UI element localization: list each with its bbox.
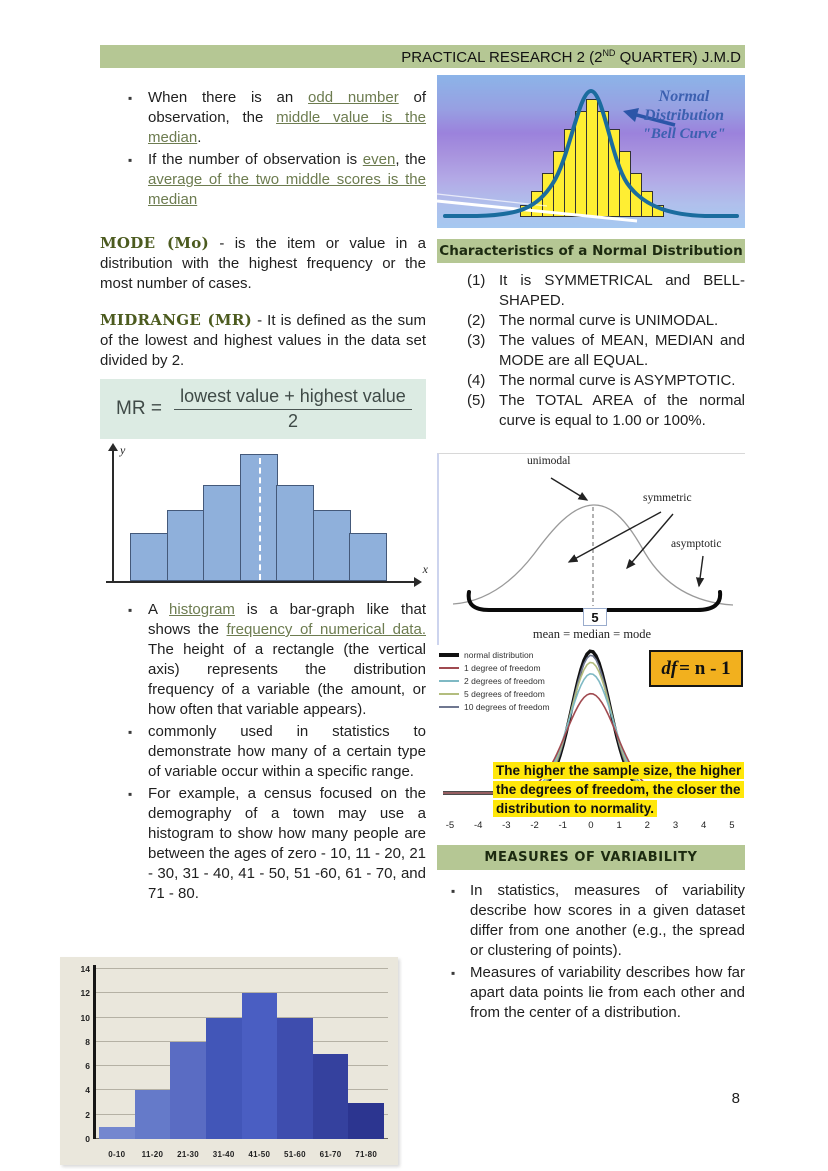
characteristics-list	[437, 271, 745, 431]
x-tick-label: 21-30	[177, 1150, 200, 1159]
legend-swatch	[439, 680, 459, 682]
midrange-definition: MIDRANGE (MR) - It is defined as the sum of the lowest and highest values in the data set divided by 2.	[100, 311, 427, 369]
y-axis-label: y	[120, 443, 126, 457]
x-tick-label: -3	[502, 820, 511, 831]
histogram-bar	[242, 993, 278, 1139]
five-box: 5	[583, 608, 607, 626]
x-tick-label: 61-70	[319, 1150, 342, 1159]
histogram-bar	[206, 1018, 242, 1139]
df-formula-box: df = n - 1	[649, 650, 743, 687]
x-tick-label: 41-50	[248, 1150, 271, 1159]
legend-swatch	[439, 667, 459, 669]
legend-label: 10 degrees of freedom	[464, 701, 550, 712]
histogram-bar	[349, 533, 387, 581]
list-item: (3) The values of MEAN, MEDIAN and MODE are all EQUAL.	[467, 332, 745, 369]
histogram-bars	[130, 447, 406, 581]
x-axis-labels	[99, 1150, 384, 1159]
x-axis-ticks	[443, 820, 739, 831]
x-tick-label: 3	[672, 820, 679, 831]
mode-term: MODE (Mo)	[100, 234, 210, 252]
histogram-bar	[348, 1103, 384, 1139]
x-tick-label: 0	[588, 820, 594, 831]
variability-header: MEASURES OF VARIABILITY	[437, 845, 745, 870]
list-item: (4) The normal curve is ASYMPTOTIC.	[467, 372, 736, 389]
normal-curve-drawing	[439, 454, 747, 616]
histogram-bar	[277, 1018, 313, 1139]
page-title: PRACTICAL RESEARCH 2 (2ND QUARTER) J.M.D	[401, 47, 741, 66]
legend-item	[439, 661, 550, 674]
formula-fraction	[172, 386, 414, 432]
list-item: ▪ Measures of variability describes how far apart data points lie from each other and from the center of a distribution.	[451, 963, 745, 1023]
histogram-bar	[99, 1127, 135, 1139]
histogram-bar	[313, 510, 351, 581]
histogram-bar	[130, 533, 168, 581]
histogram-bar	[135, 1090, 171, 1139]
y-tick-label: 12	[80, 988, 90, 999]
x-tick-label: 2	[644, 820, 650, 831]
list-item: (1) It is SYMMETRICAL and BELL-SHAPED.	[467, 272, 745, 309]
list-item: (5) The TOTAL AREA of the normal curve is equal to 1.00 or 100%.	[467, 392, 745, 429]
list-item: ▪ When there is an odd number of observation, the middle value is the median.	[128, 88, 426, 148]
unimodal-arrow-icon	[551, 478, 587, 500]
symmetric-label: symmetric	[643, 492, 692, 504]
list-item: ▪ In statistics, measures of variability describe how scores in a given dataset differ from one another (e.g., the spread or clustering of points).	[451, 881, 745, 961]
legend-swatch	[439, 706, 459, 708]
legend-swatch	[439, 653, 459, 657]
y-tick-label: 10	[80, 1012, 90, 1023]
x-tick-label: 5	[729, 820, 735, 831]
highlighted-note: The higher the sample size, the higher the degrees of freedom, the closer the distribution to normality.	[493, 761, 751, 818]
formula-numerator: lowest value + highest value	[174, 386, 412, 410]
midrange-term: MIDRANGE (MR)	[100, 311, 252, 329]
x-tick-label: 51-60	[283, 1150, 306, 1159]
histogram-bar	[170, 1042, 206, 1139]
age-histogram-plot	[80, 964, 388, 1144]
degrees-of-freedom-figure	[437, 645, 745, 837]
legend-label: 2 degrees of freedom	[464, 675, 545, 686]
x-tick-label: 11-20	[141, 1150, 164, 1159]
histogram-bar	[167, 510, 205, 581]
legend-label: 5 degrees of freedom	[464, 688, 545, 699]
asymptotic-label: asymptotic	[671, 538, 722, 550]
asymptotic-arrow-icon	[699, 556, 703, 586]
histogram-bars	[99, 969, 384, 1139]
histogram-bar	[240, 454, 278, 581]
formula-denominator: 2	[287, 411, 298, 431]
y-tick-label: 4	[85, 1085, 90, 1096]
legend-item	[439, 700, 550, 713]
y-tick-label: 14	[80, 964, 90, 974]
midrange-formula	[100, 379, 426, 439]
x-tick-label: -1	[558, 820, 567, 831]
list-item: ▪ For example, a census focused on the demography of a town may use a histogram to show how many people are between the ages of zero - 10, 11 - 20, 21 - 30, 31 - 40, 41 - 50, 51 -60, 61 - 70, and 71 - 80.	[128, 784, 426, 904]
legend-item	[439, 674, 550, 687]
y-tick-label: 6	[85, 1061, 90, 1072]
x-tick-label: 31-40	[212, 1150, 235, 1159]
mean-median-mode-caption: mean = median = mode	[532, 627, 652, 641]
legend-label: 1 degree of freedom	[464, 662, 541, 673]
list-item: ▪ If the number of observation is even, the average of the two middle scores is the median	[128, 150, 426, 210]
normal-distribution-image	[437, 75, 745, 228]
y-tick-label: 2	[85, 1109, 90, 1120]
list-item: ▪ commonly used in statistics to demonstrate how many of a certain type of variable occur within a specific range.	[128, 722, 426, 782]
x-axis-label: x	[422, 562, 428, 576]
x-tick-label: 4	[701, 820, 707, 831]
y-axis	[112, 451, 114, 583]
variability-bullet-list	[437, 881, 745, 1025]
x-tick-label: 1	[616, 820, 622, 831]
normal-curve-diagram	[437, 453, 745, 645]
mode-definition: MODE (Mo) - is the item or value in a distribution with the highest frequency or the most number of cases.	[100, 234, 426, 292]
x-tick-label: -4	[473, 820, 483, 831]
list-item: (2) The normal curve is UNIMODAL.	[467, 312, 719, 329]
bell-curve-caption: Normal Distribution "Bell Curve"	[642, 88, 726, 142]
x-tick-label: -5	[445, 820, 455, 831]
median-histogram-figure	[100, 443, 430, 595]
legend-item	[439, 648, 550, 661]
age-histogram-figure	[60, 957, 398, 1165]
legend-item	[439, 687, 550, 700]
x-tick-label: 71-80	[355, 1150, 378, 1159]
symmetric-arrow-icon	[569, 512, 661, 562]
unimodal-label: unimodal	[527, 455, 571, 467]
histogram-bar	[203, 485, 241, 581]
list-item: ▪ A histogram is a bar-graph like that shows the frequency of numerical data. The height of a rectangle (the vertical axis) represents the distribution frequency of a variable (the amount, or how often that variable appears).	[128, 600, 426, 720]
histogram-bar	[276, 485, 314, 581]
y-tick-label: 8	[85, 1036, 90, 1047]
x-axis	[106, 581, 414, 583]
df-legend	[439, 648, 550, 713]
median-bullet-list	[100, 88, 426, 212]
x-tick-label: 0-10	[108, 1150, 126, 1159]
normal-curve-line	[453, 505, 733, 605]
formula-lhs: MR =	[116, 398, 162, 419]
page-header-bar	[100, 45, 745, 68]
y-tick-label: 0	[85, 1134, 90, 1144]
legend-swatch	[439, 693, 459, 695]
x-tick-label: -2	[530, 820, 539, 831]
page-number: 8	[731, 1090, 740, 1107]
characteristics-header: Characteristics of a Normal Distribution	[437, 239, 745, 263]
histogram-bar	[313, 1054, 349, 1139]
legend-label: normal distribution	[464, 649, 534, 660]
histogram-bullet-list	[100, 600, 426, 906]
